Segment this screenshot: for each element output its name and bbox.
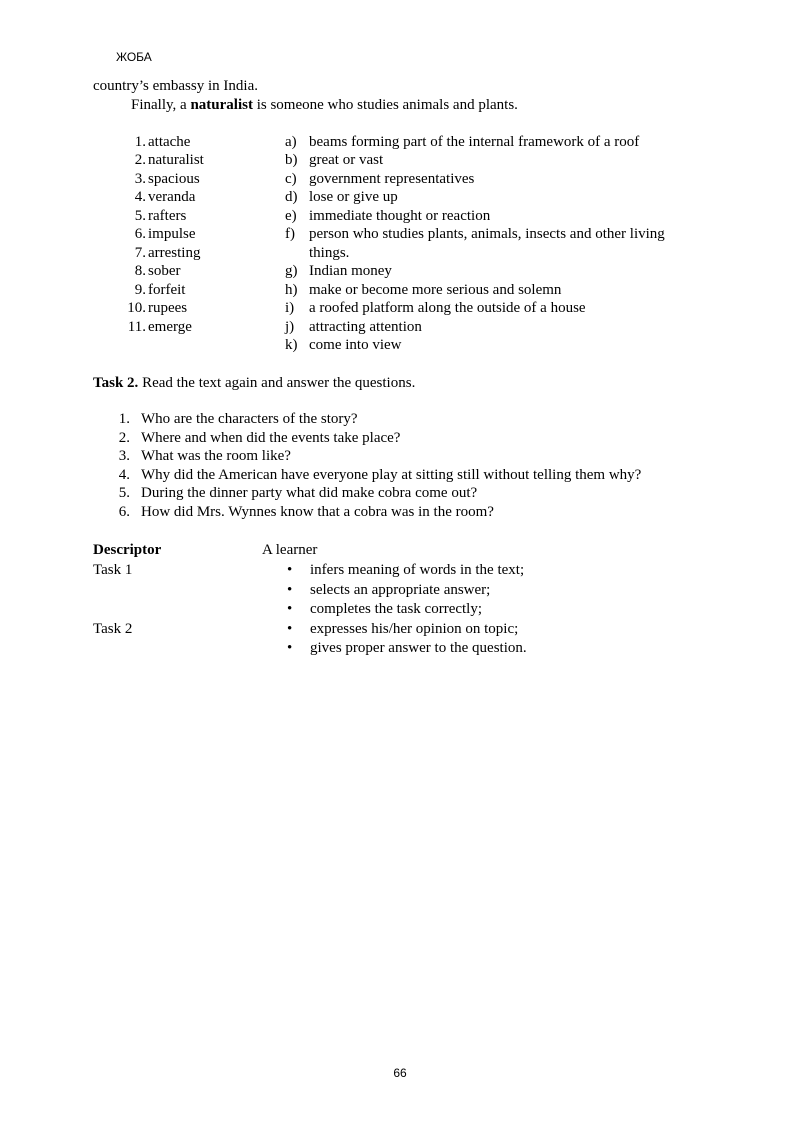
question-text: How did Mrs. Wynnes know that a cobra was in the room? <box>141 504 494 520</box>
intro-keyword: naturalist <box>190 97 253 113</box>
bullet-icon: • <box>287 601 293 617</box>
definition-item <box>0 244 800 262</box>
word-text: rafters <box>148 208 187 224</box>
word-number: 11. <box>127 319 146 335</box>
definition-text: things. <box>309 245 350 261</box>
question-item <box>0 503 800 521</box>
definition-letter: h) <box>285 282 298 298</box>
definition-text: government representatives <box>309 171 475 187</box>
definition-item <box>0 262 800 280</box>
definition-text: great or vast <box>309 152 384 168</box>
definition-text: a roofed platform along the outside of a house <box>309 300 586 316</box>
definition-letter: e) <box>285 208 297 224</box>
word-number: 9. <box>134 282 146 298</box>
question-number: 3. <box>118 448 130 464</box>
question-text: Why did the American have everyone play at sitting still without telling them why? <box>141 467 642 483</box>
definition-text: immediate thought or reaction <box>309 208 491 224</box>
task2-instruction: Read the text again and answer the questions. <box>138 375 416 391</box>
descriptor-task2-label: Task 2 <box>93 621 133 637</box>
question-text: What was the room like? <box>141 448 291 464</box>
page-header: ЖОБА <box>116 50 152 64</box>
bullet-icon: • <box>287 640 293 656</box>
word-text: spacious <box>148 171 200 187</box>
question-number: 5. <box>118 485 130 501</box>
word-text: veranda <box>148 189 196 205</box>
word-number: 8. <box>134 263 146 279</box>
descriptor-text: infers meaning of words in the text; <box>310 562 525 578</box>
intro-text-end: is someone who studies animals and plants. <box>252 97 518 113</box>
word-text: sober <box>148 263 181 279</box>
definition-item <box>0 151 800 169</box>
word-text: rupees <box>148 300 188 316</box>
question-item <box>0 484 800 502</box>
question-text: Where and when did the events take place? <box>141 430 401 446</box>
question-text: During the dinner party what did make cobra come out? <box>141 485 478 501</box>
descriptor-heading-text: Descriptor <box>93 542 162 558</box>
word-number: 2. <box>134 152 146 168</box>
descriptor-task1-label: Task 1 <box>93 562 133 578</box>
definition-text: make or become more serious and solemn <box>309 282 562 298</box>
intro-line-1: country’s embassy in India. <box>93 78 258 94</box>
intro-line-2 <box>131 96 518 114</box>
word-text: naturalist <box>148 152 204 168</box>
descriptor-item <box>0 600 800 618</box>
definition-text: person who studies plants, animals, insects and other living <box>309 226 665 242</box>
descriptor-item <box>0 639 800 657</box>
word-number: 3. <box>134 171 146 187</box>
definition-item <box>0 188 800 206</box>
descriptor-text: expresses his/her opinion on topic; <box>310 621 519 637</box>
definition-item <box>0 170 800 188</box>
word-text: emerge <box>148 319 192 335</box>
word-number: 7. <box>134 245 146 261</box>
question-item <box>0 447 800 465</box>
definition-text: attracting attention <box>309 319 422 335</box>
descriptor-item <box>0 561 800 579</box>
definition-item <box>0 336 800 354</box>
question-item <box>0 466 800 484</box>
word-number: 6. <box>134 226 146 242</box>
definition-letter: b) <box>285 152 298 168</box>
definition-item <box>0 281 800 299</box>
question-number: 2. <box>118 430 130 446</box>
definition-text: come into view <box>309 337 402 353</box>
descriptor-text: selects an appropriate answer; <box>310 582 491 598</box>
definition-item <box>0 225 800 243</box>
definition-letter: a) <box>285 134 297 150</box>
word-number: 5. <box>134 208 146 224</box>
question-number: 1. <box>118 411 130 427</box>
word-text: arresting <box>148 245 201 261</box>
definition-letter: i) <box>285 300 295 316</box>
word-text: forfeit <box>148 282 186 298</box>
question-number: 4. <box>118 467 130 483</box>
word-number: 1. <box>134 134 146 150</box>
definition-item <box>0 133 800 151</box>
definition-letter: c) <box>285 171 297 187</box>
question-number: 6. <box>118 504 130 520</box>
word-text: attache <box>148 134 191 150</box>
definition-item <box>0 207 800 225</box>
word-number: 4. <box>134 189 146 205</box>
bullet-icon: • <box>287 621 293 637</box>
question-item <box>0 410 800 428</box>
bullet-icon: • <box>287 562 293 578</box>
definition-text: beams forming part of the internal framework of a roof <box>309 134 640 150</box>
descriptor-heading <box>93 541 161 559</box>
descriptor-learner: A learner <box>262 542 318 558</box>
definition-letter: j) <box>285 319 295 335</box>
task2-heading <box>93 374 415 392</box>
word-number: 10. <box>127 300 146 316</box>
definition-letter: g) <box>285 263 298 279</box>
definition-item <box>0 318 800 336</box>
intro-text: Finally, a <box>131 97 191 113</box>
definition-letter: f) <box>285 226 295 242</box>
word-text: impulse <box>148 226 196 242</box>
definition-text: Indian money <box>309 263 392 279</box>
bullet-icon: • <box>287 582 293 598</box>
descriptor-item <box>0 581 800 599</box>
question-item <box>0 429 800 447</box>
task2-label: Task 2. <box>93 375 139 391</box>
page-number: 66 <box>393 1066 407 1080</box>
definition-text: lose or give up <box>309 189 398 205</box>
descriptor-item <box>0 620 800 638</box>
descriptor-text: completes the task correctly; <box>310 601 483 617</box>
definition-letter: d) <box>285 189 298 205</box>
definition-letter: k) <box>285 337 298 353</box>
descriptor-text: gives proper answer to the question. <box>310 640 527 656</box>
definition-item <box>0 299 800 317</box>
question-text: Who are the characters of the story? <box>141 411 358 427</box>
